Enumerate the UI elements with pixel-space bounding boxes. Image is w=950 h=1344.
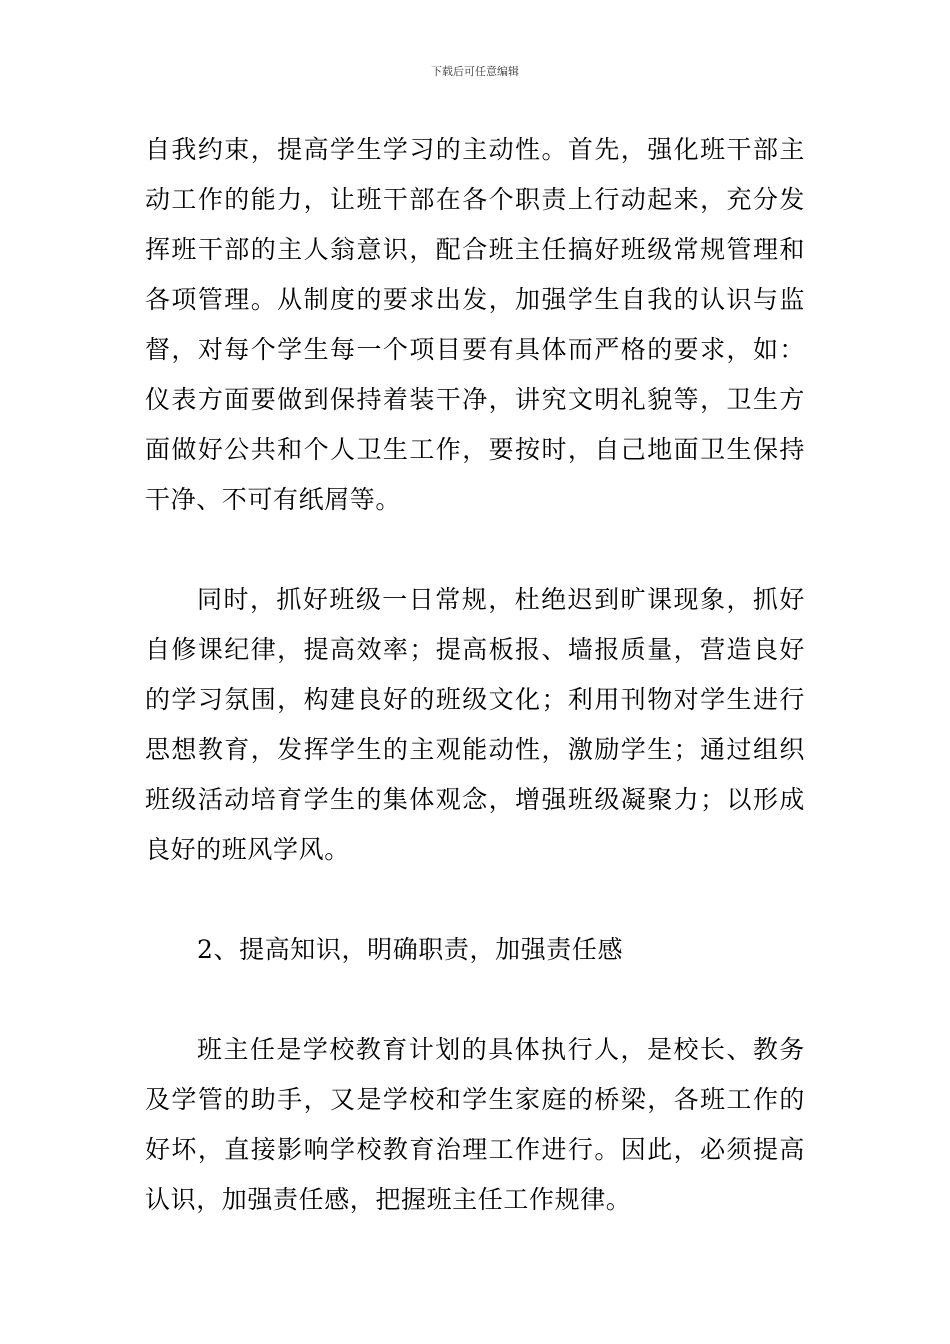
section-heading: 2、提高知识，明确职责，加强责任感 xyxy=(197,935,624,964)
paragraph-continuation: 自我约束，提高学生学习的主动性。首先，强化班干部主动工作的能力，让班干部在各个职责上行动起来，充分发挥班干部的主人翁意识，配合班主任搞好班级常规管理和各项管理。从制度的要求出发，加强学生自我的认识与监督，对每个学生每一个项目要有具体而严格的要求，如：仪表方面要做到保持着装干净，讲究文明礼貌等，卫生方面做好公共和个人卫生工作，要按时，自己地面卫生保持干净、不可有纸屑等。 xyxy=(145,135,805,514)
document-body xyxy=(145,125,805,1225)
paragraph-class-routine: 同时，抓好班级一日常规，杜绝迟到旷课现象，抓好自修课纪律，提高效率；提高板报、墙报质量，营造良好的学习氛围，构建良好的班级文化；利用刊物对学生进行思想教育，发挥学生的主观能动性，激励学生；通过组织班级活动培育学生的集体观念，增强班级凝聚力；以形成良好的班风学风。 xyxy=(145,585,805,864)
paragraph-teacher-role: 班主任是学校教育计划的具体执行人，是校长、教务及学管的助手，又是学校和学生家庭的桥梁，各班工作的好坏，直接影响学校教育治理工作进行。因此，必须提高认识，加强责任感，把握班主任工作规律。 xyxy=(145,1035,805,1214)
page-header: 下载后可任意编辑 xyxy=(431,65,519,78)
